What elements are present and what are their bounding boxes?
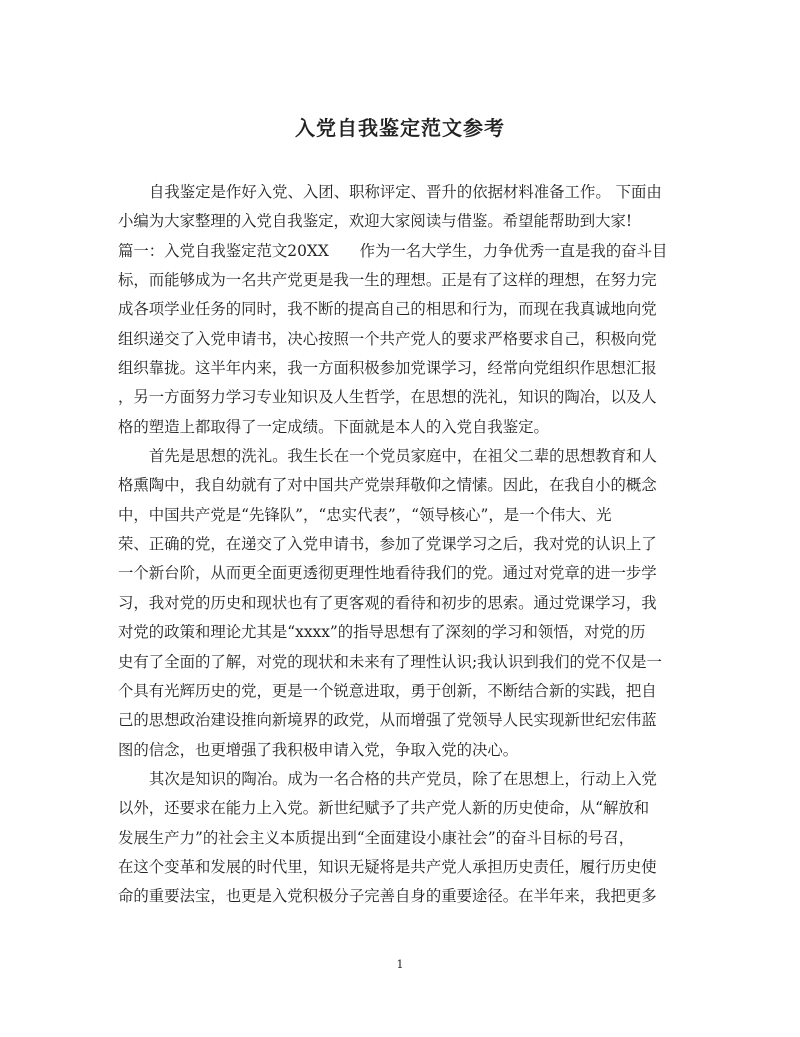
text-line-22: 以外，还要求在能力上入党。新世纪赋予了共产党人新的历史使命，从“解放和 xyxy=(118,799,650,818)
text-line-1: 自我鉴定是作好入党、入团、职称评定、晋升的依据材料准备工作。 下面由 xyxy=(149,183,662,201)
text-line-19: 己的思想政治建设推向新境界的政党，从而增强了党领导人民实现新世纪宏伟蓝 xyxy=(118,711,657,730)
text-line-11: 格熏陶中，我自幼就有了对中国共产党崇拜敬仰之情愫。因此，在我自小的概念 xyxy=(118,476,657,495)
text-line-25: 命的重要法宝，也更是入党积极分子完善自身的重要途径。在半年来，我把更多 xyxy=(118,887,657,906)
text-line-10: 首先是思想的洗礼。我生长在一个党员家庭中，在祖父二辈的思想教育和人 xyxy=(149,447,657,466)
page-number: 1 xyxy=(396,958,404,971)
text-line-17: 史有了全面的了解，对党的现状和未来有了理性认识;我认识到我们的党不仅是一 xyxy=(118,652,662,671)
text-line-2: 小编为大家整理的入党自我鉴定，欢迎大家阅读与借鉴。希望能帮助到大家! xyxy=(118,212,633,231)
text-line-6: 组织递交了入党申请书，决心按照一个共产党人的要求严格要求自己，积极向党 xyxy=(118,329,657,348)
text-line-23: 发展生产力”的社会主义本质提出到“全面建设小康社会”的奋斗目标的号召， xyxy=(118,828,635,847)
text-line-9: 格的塑造上都取得了一定成绩。下面就是本人的入党自我鉴定。 xyxy=(118,417,549,436)
text-line-13: 荣、正确的党，在递交了入党申请书，参加了党课学习之后，我对党的认识上了 xyxy=(118,535,657,554)
text-line-18: 个具有光辉历史的党，更是一个锐意进取，勇于创新，不断结合新的实践，把自 xyxy=(118,681,657,700)
text-line-3: 篇一：入党自我鉴定范文20XX 作为一名大学生，力争优秀一直是我的奋斗目 xyxy=(118,241,668,260)
text-line-7: 组织靠拢。这半年内来，我一方面积极参加党课学习，经常向党组织作思想汇报 xyxy=(118,359,657,378)
text-line-21: 其次是知识的陶冶。成为一名合格的共产党员，除了在思想上，行动上入党 xyxy=(149,769,657,788)
text-line-20: 图的信念，也更增强了我积极申请入党，争取入党的决心。 xyxy=(118,740,519,759)
text-line-15: 习，我对党的历史和现状也有了更客观的看待和初步的思索。通过党课学习，我 xyxy=(118,593,657,612)
text-line-4: 标，而能够成为一名共产党更是我一生的理想。正是有了这样的理想，在努力完 xyxy=(118,271,657,290)
text-line-8: ，另一方面努力学习专业知识及人生哲学，在思想的洗礼，知识的陶冶，以及人 xyxy=(118,388,657,407)
text-line-14: 一个新台阶，从而更全面更透彻更理性地看待我们的党。通过对党章的进一步学 xyxy=(118,564,657,583)
text-line-5: 成各项学业任务的同时，我不断的提高自己的相思和行为，而现在我真诚地向党 xyxy=(118,300,657,319)
document-body xyxy=(118,178,678,912)
text-line-24: 在这个变革和发展的时代里，知识无疑将是共产党人承担历史责任，履行历史使 xyxy=(118,857,657,876)
text-line-12: 中，中国共产党是“先锋队”，“忠实代表”，“领导核心”，是一个伟大、光 xyxy=(118,505,612,524)
text-line-16: 对党的政策和理论尤其是“xxxx”的指导思想有了深刻的学习和领悟，对党的历 xyxy=(118,623,646,642)
document-title: 入党自我鉴定范文参考 xyxy=(295,116,505,140)
